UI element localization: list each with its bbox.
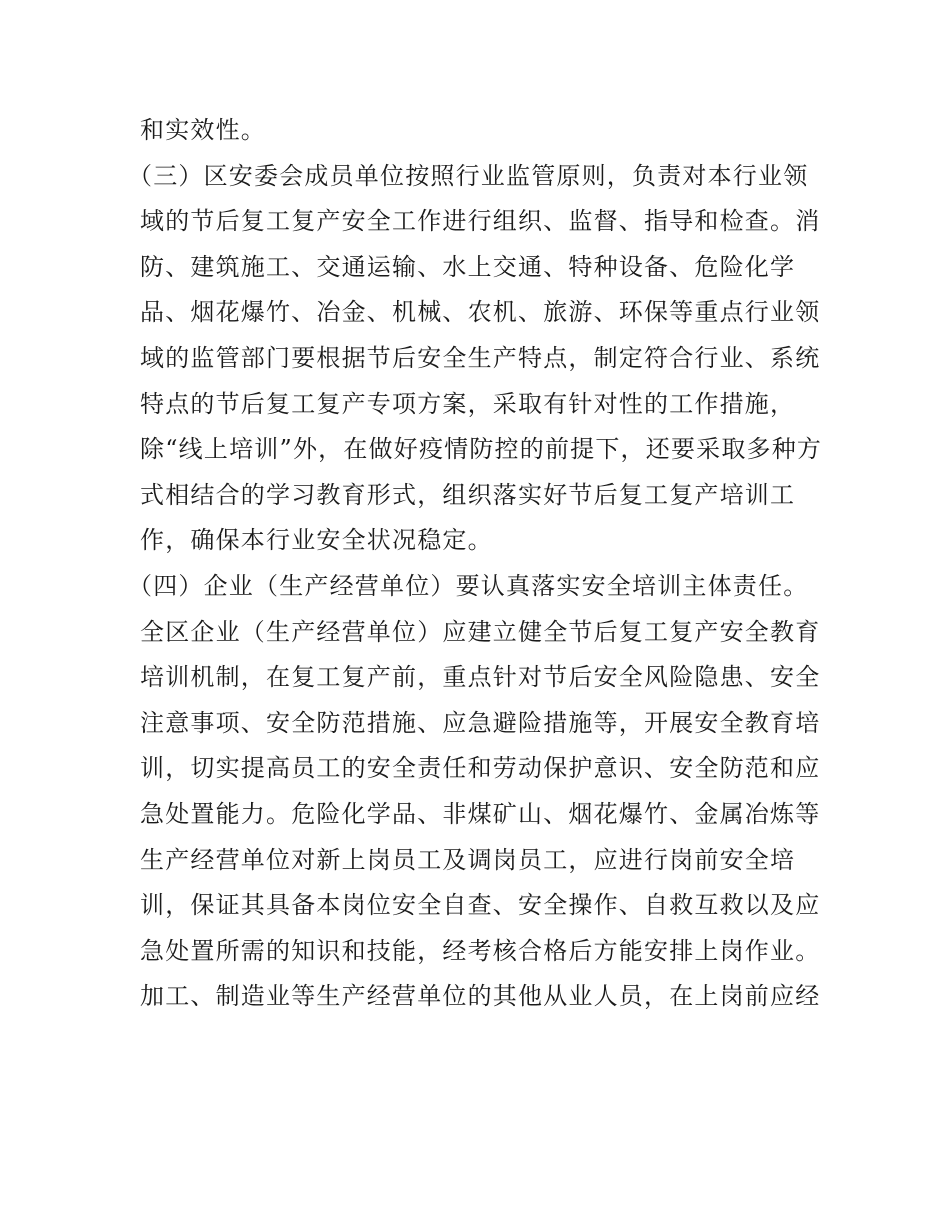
text-line: 品、烟花爆竹、冶金、机械、农机、旅游、环保等重点行业领 xyxy=(140,298,821,327)
text-line: 训，切实提高员工的安全责任和劳动保护意识、安全防范和应 xyxy=(140,754,821,783)
text-line: 式相结合的学习教育形式，组织落实好节后复工复产培训工 xyxy=(140,480,796,509)
text-line: 除“线上培训”外，在做好疫情防控的前提下，还要采取多种方 xyxy=(140,435,823,464)
text-line: 和实效性。 xyxy=(140,116,266,144)
text-line: 急处置所需的知识和技能，经考核合格后方能安排上岗作业。 xyxy=(140,936,821,965)
body-text xyxy=(128,108,830,1020)
text-line: 加工、制造业等生产经营单位的其他从业人员，在上岗前应经 xyxy=(140,982,821,1011)
section-heading-4: （四）企业（生产经营单位）要认真落实安全培训主体责任。 xyxy=(128,571,809,600)
text-line: 域的节后复工复产安全工作进行组织、监督、指导和检查。消 xyxy=(140,207,821,236)
text-line: 急处置能力。危险化学品、非煤矿山、烟花爆竹、金属冶炼等 xyxy=(140,799,821,828)
section-heading-3: （三）区安委会成员单位按照行业监管原则，负责对本行业领 xyxy=(128,161,809,190)
text-line: 注意事项、安全防范措施、应急避险措施等，开展安全教育培 xyxy=(140,708,821,737)
text-line: 防、建筑施工、交通运输、水上交通、特种设备、危险化学 xyxy=(140,252,796,281)
text-line: 特点的节后复工复产专项方案，采取有针对性的工作措施， xyxy=(140,389,796,418)
text-line: 生产经营单位对新上岗员工及调岗员工，应进行岗前安全培 xyxy=(140,845,796,874)
text-line: 培训机制，在复工复产前，重点针对节后安全风险隐患、安全 xyxy=(140,663,821,692)
text-line: 全区企业（生产经营单位）应建立健全节后复工复产安全教育 xyxy=(140,617,821,646)
text-line: 作，确保本行业安全状况稳定。 xyxy=(140,526,493,555)
text-line: 训，保证其具备本岗位安全自查、安全操作、自救互救以及应 xyxy=(140,891,821,920)
text-line: 域的监管部门要根据节后安全生产特点，制定符合行业、系统 xyxy=(140,343,821,372)
